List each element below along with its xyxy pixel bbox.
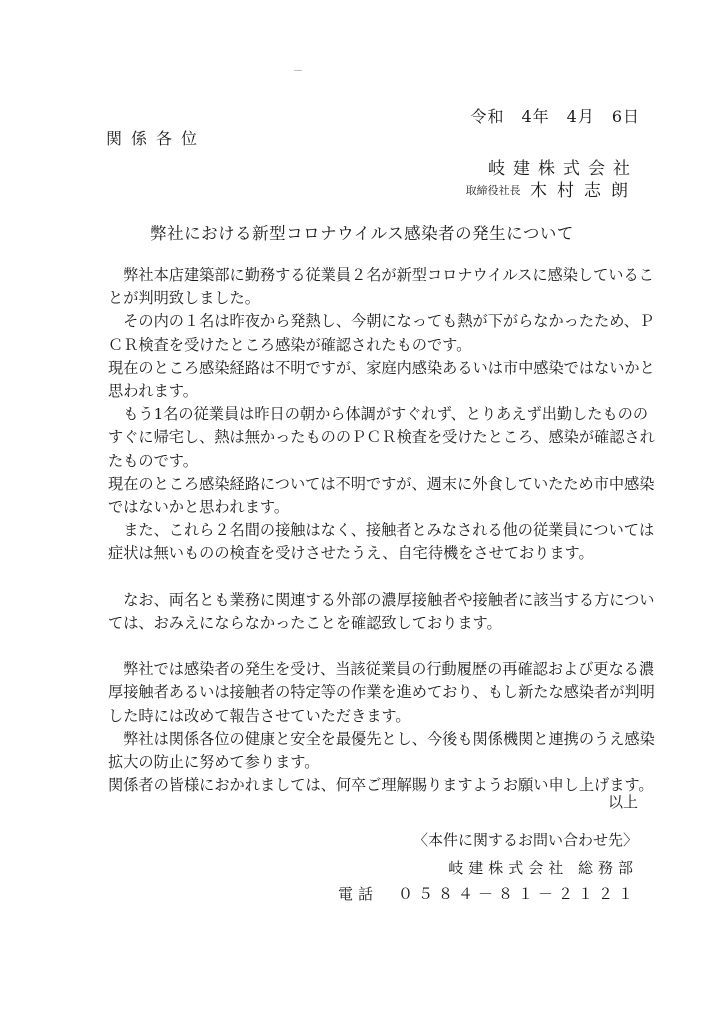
document-title: 弊社における新型コロナウイルス感染者の発生について: [150, 224, 574, 243]
signer: [466, 176, 638, 201]
body-line: また、これら２名間の接触はなく、接触者とみなされる他の従業員については: [108, 521, 655, 540]
body-line: 関係者の皆様におかれましては、何卒ご理解賜りますようお願い申し上げます。: [108, 776, 654, 795]
body-line: なお、両名とも業務に関連する外部の濃厚接触者や接触者に該当する方につい: [108, 590, 655, 609]
contact-department: 岐建株式会社 総務部: [448, 859, 638, 877]
body-line: 弊社本店建築部に勤務する従業員２名が新型コロナウイルスに感染しているこ: [108, 266, 654, 284]
scan-speck: [294, 70, 302, 71]
body-line: 厚接触者あるいは接触者の特定等の作業を進めており、もし新たな感染者が判明: [108, 683, 655, 702]
body-line: 症状は無いものの検査を受けさせたうえ、自宅待機をさせております。: [108, 544, 594, 563]
body-line: 現在のところ感染経路については不明ですが、週末に外食していたため市中感染: [108, 474, 655, 493]
body-line: 思われます。: [108, 381, 198, 400]
body-line: とが判明致しました。: [108, 289, 260, 308]
body-line: ではないかと思われます。: [108, 497, 290, 516]
signer-name: 木村志朗: [530, 181, 638, 201]
addressee: 関係各位: [106, 129, 207, 148]
signer-title: 取締役社長: [465, 184, 521, 197]
closing-mark: 以上: [607, 793, 638, 811]
body-line: 拡大の防止に努めて参ります。: [108, 752, 320, 771]
body-line: すぐに帰宅し、熱は無かったもののＰＣＲ検査を受けたところ、感染が確認され: [108, 428, 655, 447]
paragraph-gap: [108, 635, 640, 658]
body-line: たものです。: [108, 451, 198, 470]
body-line: 弊社では感染者の発生を受け、当該従業員の行動履歴の再確認および更なる濃: [108, 660, 655, 679]
body-line: ては、おみえにならなかったことを確認致しております。: [108, 613, 502, 632]
body-line: ＣＲ検査を受けたところ感染が確認されたものです。: [108, 335, 472, 354]
body-line: もう1名の従業員は昨日の朝から体調がすぐれず、とりあえず出勤したものの: [108, 405, 649, 424]
body-line: した時には改めて報告させていただきます。: [108, 706, 411, 725]
company-name: 岐建株式会社: [488, 159, 638, 179]
document-body: [108, 264, 655, 797]
document-date: 令和 4年 4月 6日: [470, 107, 640, 126]
body-line: 弊社は関係各位の健康と安全を最優先とし、今後も関係機関と連携のうえ感染: [108, 729, 655, 748]
contact-phone: 電話 ０５８４－８１－２１２１: [337, 885, 638, 903]
paragraph-gap: [108, 565, 640, 588]
contact-heading: 〈本件に関するお問い合わせ先〉: [412, 831, 638, 849]
body-line: 現在のところ感染経路は不明ですが、家庭内感染あるいは市中感染ではないかと: [108, 358, 655, 377]
body-line: その内の１名は昨夜から発熱し、今朝になっても熱が下がらなかったため、Ｐ: [108, 312, 655, 331]
